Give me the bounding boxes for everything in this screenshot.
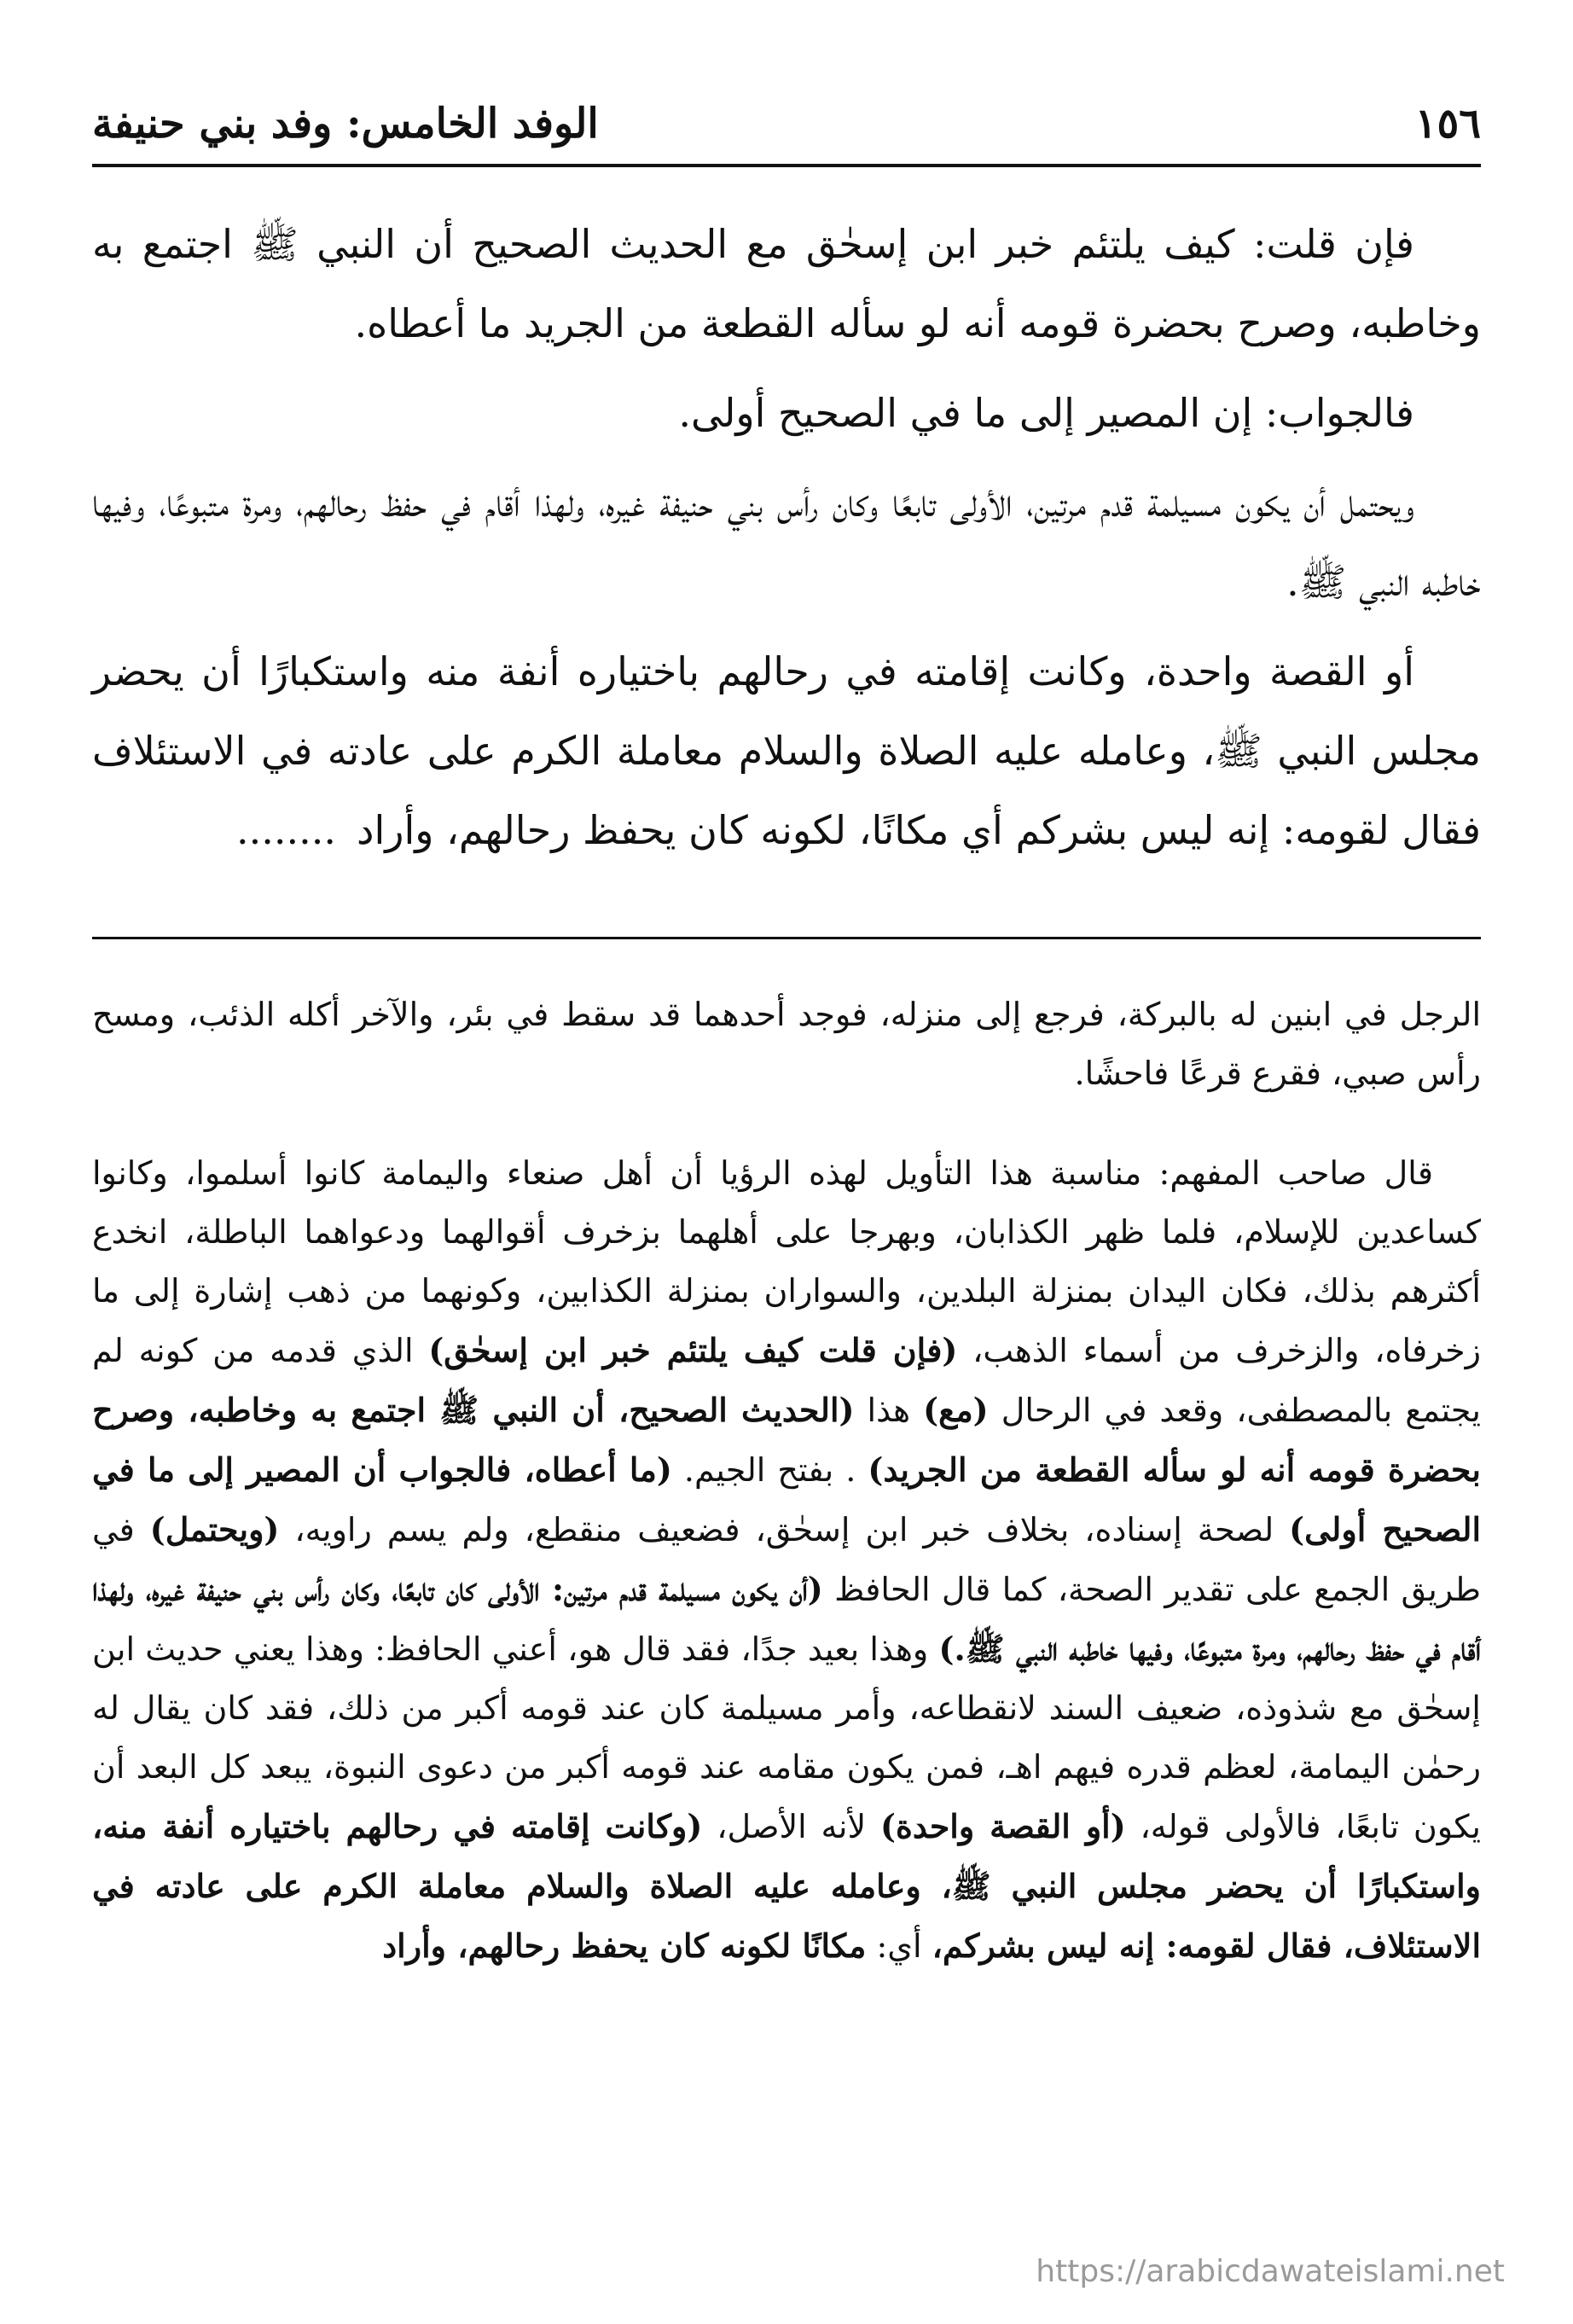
quoted-matn-segment: (ويحتمل) bbox=[149, 1510, 280, 1548]
commentary-text-segment: لأنه الأصل، bbox=[702, 1808, 880, 1845]
quoted-matn-segment: (أو القصة واحدة) bbox=[879, 1807, 1126, 1845]
page-number: ١٥٦ bbox=[1414, 100, 1481, 148]
quoted-matn-segment: (الحديث الصحيح، أن النبي ﷺ اجتمع به وخاطبه، وصرح بحضرة قومه أنه لو سأله القطعة من الجريد) bbox=[92, 1391, 1481, 1489]
commentary-text-segment: أي: bbox=[866, 1927, 932, 1965]
commentary-paragraph-dream: الرجل في ابنين له بالبركة، فرجع إلى منزله، فوجد أحدهما قد سقط في بئر، والآخر أكله الذئب، ومسح رأس صبي، فقرع قرعًا فاحشًا. bbox=[92, 996, 1481, 1092]
quoted-matn-segment: (أن يكون مسيلمة قدم مرتين: الأولى كان تابعًا، وكان رأس بني حنيفة غيره، ولهذا أقام في حفظ رحالهم، ومرة متبوعًا، وفيها خاطبه النبي ﷺ.) bbox=[92, 1570, 1482, 1668]
commentary-text-segment: قال صاحب المفهم: مناسبة هذا التأويل لهذه الرؤيا أن أهل صنعاء واليمامة كانوا أسلموا، وكانوا كساعدين للإسلام، فلما ظهر الكذابان، وبهرجا على أهلهما بزخرف أقوالهما ودعواهما الباطلة، انخدع أكثرهم بذلك، فكان اليدان بمنزلة البلدين، والسواران بمنزلة الكذابين، وكونهما من ذهب إشارة إلى ما زخرفاه، والزخرف من أسماء الذهب، bbox=[92, 1154, 1482, 1369]
watermark-url: https://arabicdawateislami.net bbox=[1036, 2254, 1505, 2289]
quoted-matn-segment: مكانًا لكونه كان يحفظ رحالهم، وأراد bbox=[382, 1926, 867, 1965]
running-header bbox=[92, 94, 1481, 154]
main-text bbox=[92, 205, 1481, 870]
quoted-matn-segment: (فإن قلت كيف يلتئم خبر ابن إسحٰق) bbox=[428, 1331, 958, 1369]
commentary-text-segment: . بفتح الجيم. bbox=[671, 1451, 868, 1489]
main-paragraph-answer: فالجواب: إن المصير إلى ما في الصحيح أولى. bbox=[678, 390, 1414, 436]
chapter-title: الوفد الخامس: وفد بني حنيفة bbox=[92, 100, 599, 148]
quoted-matn-segment: (ما أعطاه، فالجواب أن المصير إلى ما في الصحيح أولى) bbox=[92, 1450, 1482, 1548]
main-paragraph-question: فإن قلت: كيف يلتئم خبر ابن إسحٰق مع الحديث الصحيح أن النبي ﷺ اجتمع به وخاطبه، وصرح بحضرة قومه أنه لو سأله القطعة من الجريد ما أعطاه. bbox=[92, 221, 1481, 346]
quoted-matn-segment: (مع) bbox=[923, 1391, 989, 1429]
commentary-text-segment: الذي قدمه من كونه لم يجتمع بالمصطفى، وقعد في الرحال bbox=[92, 1332, 1482, 1429]
quoted-matn-segment: (وكانت إقامته في رحالهم باختياره أنفة منه، واستكبارًا أن يحضر مجلس النبي ﷺ، وعامله عليه الصلاة والسلام معاملة الكرم على عادته في الاستئلاف، فقال لقومه: إنه ليس بشركم، bbox=[92, 1807, 1481, 1965]
continuation-dots: ........ bbox=[236, 807, 336, 853]
commentary-text-segment: في طريق الجمع على تقدير الصحة، كما قال الحافظ bbox=[92, 1511, 1481, 1608]
commentary-paragraph-mufhim bbox=[92, 1144, 1481, 1976]
header-divider bbox=[92, 164, 1481, 167]
main-paragraph-two-visits: ويحتمل أن يكون مسيلمة قدم مرتين، الأولى تابعًا وكان رأس بني حنيفة غيره، ولهذا أقام في حفظ رحالهم، ومرة متبوعًا، وفيها خاطبه النبي ﷺ. bbox=[92, 479, 1481, 605]
footnote-divider bbox=[92, 937, 1481, 939]
commentary-text bbox=[92, 985, 1481, 1976]
main-paragraph-single-story bbox=[92, 632, 1481, 870]
commentary-text-segment: وهذا بعيد جدًا، فقد قال هو، أعني الحافظ: وهذا يعني حديث ابن إسحٰق مع شذوذه، ضعيف السند لانقطاعه، وأمر مسيلمة كان عند قومه أكبر من ذلك، فقد كان يقال له رحمٰن اليمامة، لعظم قدره فيهم اهـ، فمن يكون مقامه عند قومه أكبر من دعوى النبوة، يبعد كل البعد أن يكون تابعًا، فالأولى قوله، bbox=[92, 1630, 1481, 1845]
commentary-text-segment: لصحة إسناده، بخلاف خبر ابن إسحٰق، فضعيف منقطع، ولم يسم راويه، bbox=[279, 1511, 1290, 1548]
commentary-text-segment: هذا bbox=[854, 1391, 924, 1429]
main-paragraph-single-story-text: أو القصة واحدة، وكانت إقامته في رحالهم باختياره أنفة منه واستكبارًا أن يحضر مجلس النبي ﷺ، وعامله عليه الصلاة والسلام معاملة الكرم على عادته في الاستئلاف فقال لقومه: إنه ليس بشركم أي مكانًا، لكونه كان يحفظ رحالهم، وأراد bbox=[92, 648, 1481, 853]
